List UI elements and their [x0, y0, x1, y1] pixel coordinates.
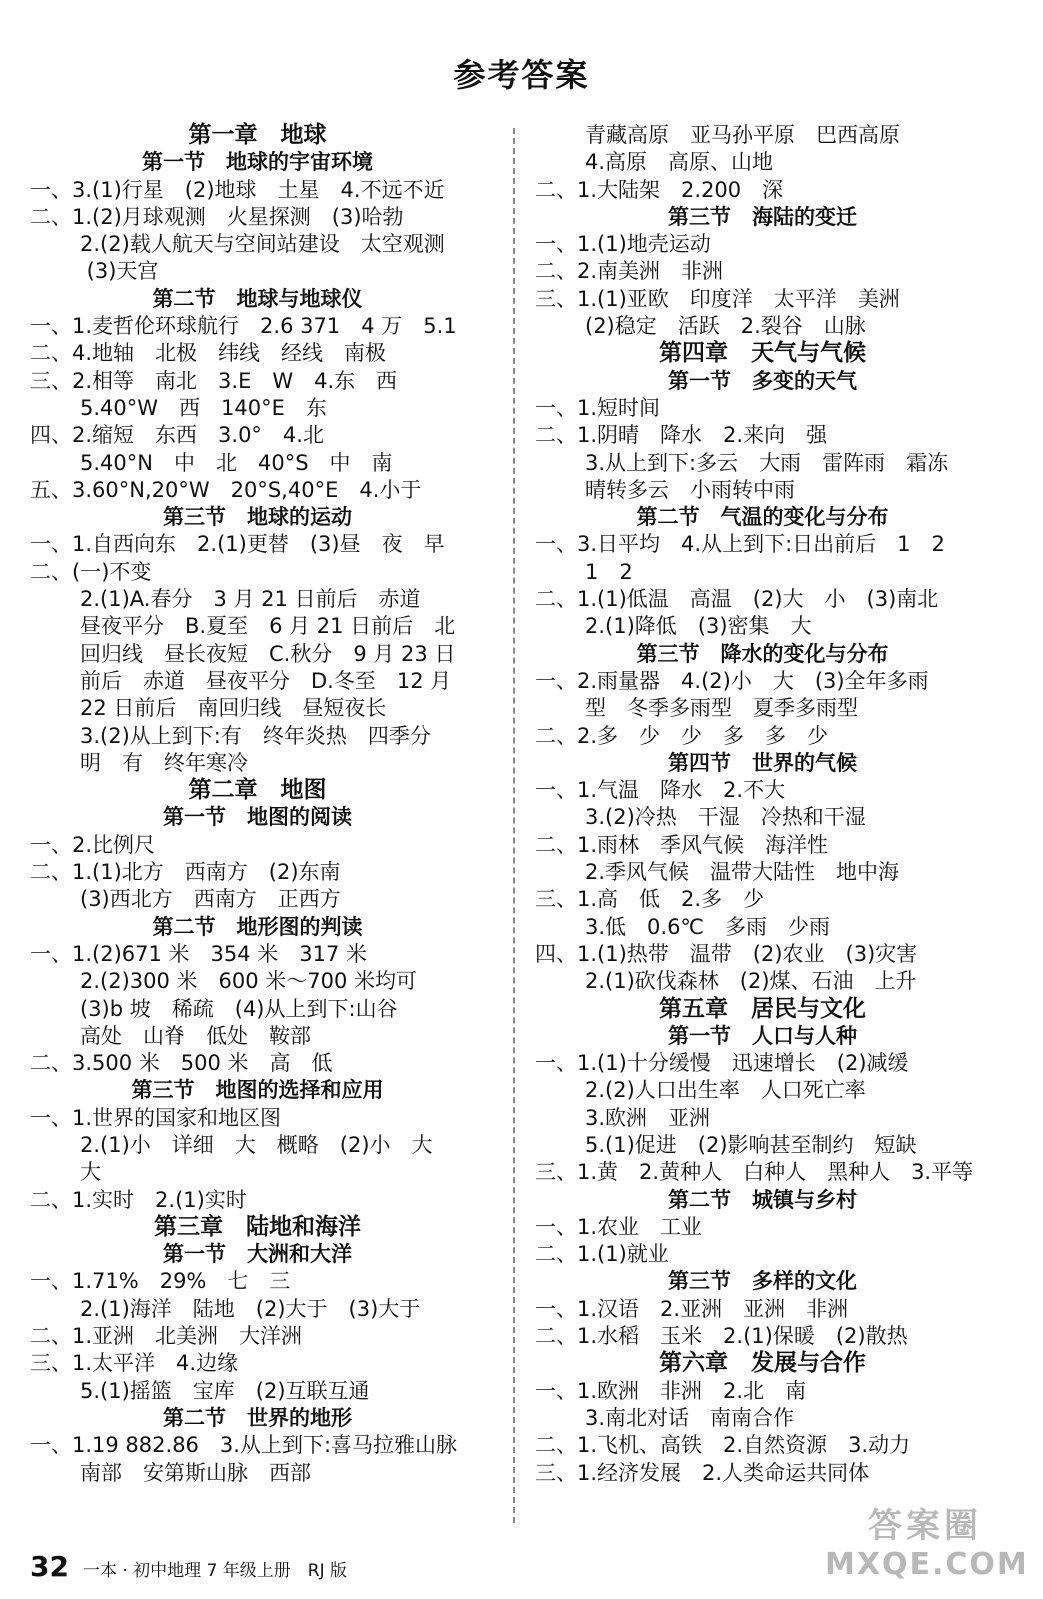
section-heading: 第四节 世界的气候: [668, 750, 857, 775]
column-divider: [513, 128, 515, 1523]
answer-line: 三、1.太平洋 4.边缘: [30, 1351, 239, 1376]
answer-line: 一、2.比例尺: [30, 832, 156, 857]
answer-line: 高处 山脊 低处 鞍部: [80, 1023, 311, 1048]
answer-line: 22 日前后 南回归线 昼短夜长: [80, 696, 387, 721]
section-heading: 第三节 地图的选择和应用: [131, 1078, 384, 1103]
answer-line: 一、1.19 882.86 3.从上到下:喜马拉雅山脉: [30, 1433, 458, 1458]
answer-line: 二、3.500 米 500 米 高 低: [30, 1051, 333, 1076]
answer-line: 2.(2)载人航天与空间站建设 太空观测: [80, 232, 445, 257]
answer-line: 二、1.(1)就业: [535, 1242, 669, 1267]
answer-line: 一、1.(2)671 米 354 米 317 米: [30, 941, 368, 966]
section-heading: 第一节 大洲和大洋: [163, 1242, 352, 1267]
answer-line: 南部 安第斯山脉 西部: [80, 1460, 311, 1485]
answer-line: 二、1.(1)北方 西南方 (2)东南: [30, 860, 341, 885]
answer-line: 2.(1)砍伐森林 (2)煤、石油 上升: [585, 969, 917, 994]
answer-line: 2.(1)小 详细 大 概略 (2)小 大: [80, 1132, 433, 1157]
page-title: 参考答案: [453, 56, 590, 94]
section-heading: 第二节 城镇与乡村: [668, 1187, 857, 1212]
answer-line: 二、1.雨林 季风气候 海洋性: [535, 832, 829, 857]
answer-line: 二、1.阴晴 降水 2.来向 强: [535, 423, 828, 448]
answer-line: 一、1.汉语 2.亚洲 亚洲 非洲: [535, 1296, 849, 1321]
section-heading: 第二节 地球与地球仪: [152, 286, 363, 311]
answer-line: 二、2.多 少 少 多 多 少: [535, 723, 829, 748]
section-heading: 第一节 地图的阅读: [163, 805, 352, 830]
answer-line: 二、1.飞机、高铁 2.自然资源 3.动力: [535, 1433, 911, 1458]
answer-line: 四、1.(1)热带 温带 (2)农业 (3)灾害: [535, 941, 918, 966]
answer-line: 三、1.经济发展 2.人类命运共同体: [535, 1460, 870, 1485]
answer-line: 二、1.实时 2.(1)实时: [30, 1187, 247, 1212]
answer-line: 四、2.缩短 东西 3.0° 4.北: [30, 423, 324, 448]
answer-line: 前后 赤道 昼夜平分 D.冬至 12 月: [80, 668, 452, 693]
answer-line: 一、1.世界的国家和地区图: [30, 1105, 282, 1130]
answer-line: 一、1.71% 29% 七 三: [30, 1269, 291, 1294]
answer-line: 青藏高原 亚马孙平原 巴西高原: [585, 123, 900, 147]
answer-line: 3.(2)从上到下:有 终年炎热 四季分: [80, 723, 431, 748]
answer-line: 三、1.(1)亚欧 印度洋 太平洋 美洲: [535, 286, 900, 311]
answer-line: 明 有 终年寒冷: [80, 750, 248, 775]
page-number: 32: [30, 1550, 69, 1583]
answer-line: 3.从上到下:多云 大雨 雷阵雨 霜冻: [585, 450, 949, 475]
answer-line: 昼夜平分 B.夏至 6 月 21 日前后 北: [80, 614, 456, 639]
answer-line: 2.(1)降低 (3)密集 大: [585, 614, 812, 639]
page-footer: [30, 1550, 347, 1583]
chapter-heading: 第五章 居民与文化: [659, 995, 866, 1022]
answer-line: 2.(1)A.春分 3 月 21 日前后 赤道: [80, 587, 421, 612]
answer-line: 3.欧洲 亚洲: [585, 1105, 711, 1130]
answer-line: 一、1.农业 工业: [535, 1214, 703, 1239]
answer-line: 晴转多云 小雨转中雨: [585, 477, 795, 502]
answer-line: 一、3.(1)行星 (2)地球 土星 4.不远不近: [30, 177, 445, 202]
answer-line: 2.(1)海洋 陆地 (2)大于 (3)大于: [80, 1296, 421, 1321]
answer-line: 二、1.亚洲 北美洲 大洋洲: [30, 1324, 303, 1349]
answer-line: (2)稳定 活跃 2.裂谷 山脉: [585, 314, 866, 339]
section-heading: 第一节 多变的天气: [668, 368, 857, 393]
answer-line: 二、2.南美洲 非洲: [535, 259, 724, 284]
answer-line: (3)天宫: [80, 259, 159, 284]
answer-line: 二、4.地轴 北极 纬线 经线 南极: [30, 341, 387, 366]
answer-line: 一、1.(1)地壳运动: [535, 232, 711, 257]
answer-line: 二、1.(1)低温 高温 (2)大 小 (3)南北: [535, 587, 939, 612]
answer-line: 2.季风气候 温带大陆性 地中海: [585, 860, 900, 885]
section-heading: 第三节 海陆的变迁: [668, 204, 857, 229]
watermark-text-top: 答案圈: [868, 1506, 982, 1546]
left-answer-column: [30, 122, 485, 1487]
answer-line: 2.(2)人口出生率 人口死亡率: [585, 1078, 866, 1103]
answer-line: 五、3.60°N,20°W 20°S,40°E 4.小于: [30, 477, 422, 502]
answer-line: 2.(2)300 米 600 米～700 米均可: [80, 969, 418, 994]
answer-line: 1 2: [585, 559, 633, 584]
answer-line: 一、1.(1)十分缓慢 迅速增长 (2)减缓: [535, 1051, 909, 1076]
answer-line: (3)b 坡 稀疏 (4)从上到下:山谷: [80, 996, 398, 1021]
answer-line: 5.40°W 西 140°E 东: [80, 395, 327, 420]
section-heading: 第二节 气温的变化与分布: [636, 505, 889, 530]
answer-line: 一、1.自西向东 2.(1)更替 (3)昼 夜 早: [30, 532, 445, 557]
answer-line: 二、1.大陆架 2.200 深: [535, 177, 784, 202]
answer-line: 型 冬季多雨型 夏季多雨型: [585, 696, 858, 721]
section-heading: 第二节 地形图的判读: [152, 914, 363, 939]
answer-line: 大: [80, 1160, 101, 1185]
answer-line: 4.高原 高原、山地: [585, 150, 774, 175]
answer-line: 三、1.高 低 2.多 少: [535, 887, 765, 912]
answer-line: 回归线 昼长夜短 C.秋分 9 月 23 日: [80, 641, 456, 666]
answer-line: 一、1.欧洲 非洲 2.北 南: [535, 1378, 807, 1403]
chapter-heading: 第三章 陆地和海洋: [154, 1213, 361, 1240]
section-heading: 第三节 多样的文化: [668, 1269, 857, 1294]
section-heading: 第三节 地球的运动: [163, 505, 352, 530]
answer-line: 三、2.相等 南北 3.E W 4.东 西: [30, 368, 398, 393]
section-heading: 第二节 世界的地形: [163, 1405, 352, 1430]
answer-line: 二、1.(2)月球观测 火星探测 (3)哈勃: [30, 204, 404, 229]
right-answer-column: [535, 122, 990, 1487]
answer-line: 一、2.雨量器 4.(2)小 大 (3)全年多雨: [535, 668, 929, 693]
answer-line: (3)西北方 西南方 正西方: [80, 887, 341, 912]
book-info: 一本 · 初中地理 7 年级上册 RJ 版: [82, 1561, 348, 1581]
section-heading: 第一节 人口与人种: [668, 1023, 857, 1048]
watermark-logo: [825, 1498, 1029, 1588]
answer-line: 3.(2)冷热 干湿 冷热和干湿: [585, 805, 866, 830]
watermark-text-bottom: MXQE.COM: [825, 1547, 1029, 1582]
section-heading: 第一节 地球的宇宙环境: [142, 150, 373, 175]
answer-line: 3.低 0.6℃ 多雨 少雨: [585, 914, 831, 939]
answer-line: 3.南北对话 南南合作: [585, 1405, 795, 1430]
answer-line: 二、1.水稻 玉米 2.(1)保暖 (2)散热: [535, 1324, 908, 1349]
answer-line: 5.(1)促进 (2)影响甚至制约 短缺: [585, 1132, 917, 1157]
answer-line: 一、1.短时间: [535, 395, 661, 420]
chapter-heading: 第二章 地图: [188, 777, 327, 804]
answer-line: 一、1.气温 降水 2.不大: [535, 778, 786, 803]
answer-line: 一、3.日平均 4.从上到下:日出前后 1 2: [535, 532, 945, 557]
answer-line: 三、1.黄 2.黄种人 白种人 黑种人 3.平等: [535, 1160, 974, 1185]
chapter-heading: 第一章 地球: [188, 122, 327, 148]
answer-line: 一、1.麦哲伦环球航行 2.6 371 4 万 5.1: [30, 314, 457, 339]
chapter-heading: 第四章 天气与气候: [659, 340, 866, 367]
section-heading: 第三节 降水的变化与分布: [636, 641, 889, 666]
answer-line: 5.40°N 中 北 40°S 中 南: [80, 450, 393, 475]
answer-line: 5.(1)摇篮 宝库 (2)互联互通: [80, 1378, 370, 1403]
answer-line: 二、(一)不变: [30, 559, 152, 584]
chapter-heading: 第六章 发展与合作: [659, 1350, 866, 1377]
